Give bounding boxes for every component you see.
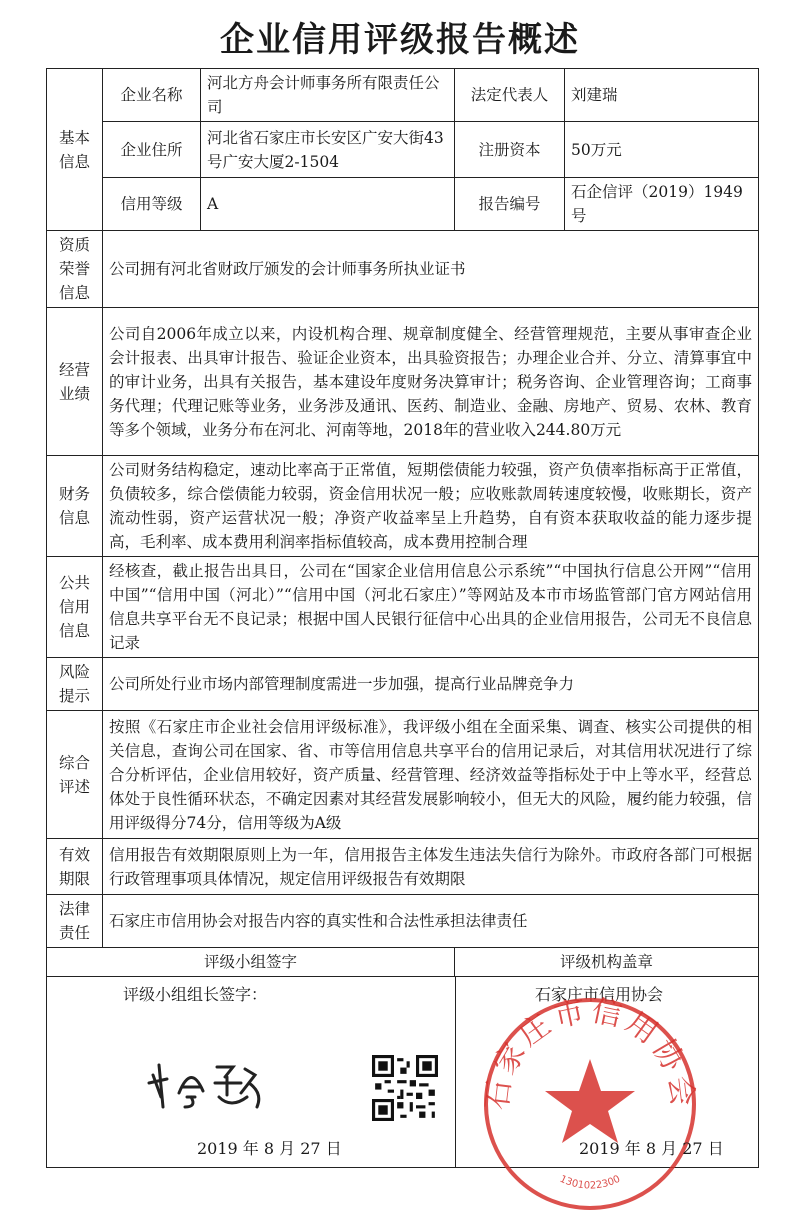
org-name: 石家庄市信用协会 — [535, 985, 664, 1004]
finance-label: 财务信息 — [47, 456, 103, 557]
signature-header-left: 评级小组签字 — [47, 948, 455, 977]
official-stamp — [477, 991, 703, 1217]
leader-signature-label: 评级小组组长签字： — [123, 985, 268, 1004]
qr-code-icon — [372, 1055, 438, 1121]
report-table — [46, 68, 759, 1192]
company-name-value: 河北方舟会计师事务所有限责任公司 — [201, 69, 455, 122]
legal-label: 法律责任 — [47, 895, 103, 948]
legal-rep-label: 法定代表人 — [455, 69, 565, 122]
qr-code — [372, 1055, 438, 1121]
qualification-label: 资质荣誉信息 — [47, 231, 103, 308]
signature-area — [47, 977, 759, 1192]
public-credit-label: 公共信用信息 — [47, 557, 103, 658]
qualification-text: 公司拥有河北省财政厅颁发的会计师事务所执业证书 — [103, 231, 759, 308]
credit-grade-value: A — [201, 178, 455, 231]
right-date: 2019 年 8 月 27 日 — [579, 1139, 724, 1158]
legal-rep-value: 刘建瑞 — [565, 69, 759, 122]
risk-text: 公司所处行业市场内部管理制度需进一步加强，提高行业品牌竞争力 — [103, 658, 759, 711]
stamp-text: 石家庄市信用协会 — [479, 993, 701, 1112]
finance-text: 公司财务结构稳定，速动比率高于正常值，短期偿债能力较强，资产负债率指标高于正常值，负债较多，综合偿债能力较弱，资金信用状况一般；应收账款周转速度较慢，收账期长，资产流动性弱，资产运营状况一般；净资产收益率呈上升趋势，自有资本获取收益的能力逐步提高，毛利率、成本费用利润率指标值较高，成本费用控制合理 — [103, 456, 759, 557]
risk-label: 风险提示 — [47, 658, 103, 711]
capital-value: 50万元 — [565, 122, 759, 178]
basic-info-label: 基本信息 — [47, 69, 103, 231]
signature-header-right: 评级机构盖章 — [455, 948, 759, 977]
legal-text: 石家庄市信用协会对报告内容的真实性和合法性承担法律责任 — [103, 895, 759, 948]
left-date: 2019 年 8 月 27 日 — [197, 1139, 342, 1158]
page-title: 企业信用评级报告概述 — [220, 20, 580, 60]
business-text: 公司自2006年成立以来，内设机构合理、规章制度健全、经营管理规范，主要从事审查企业会计报表、出具审计报告、验证企业资本，出具验资报告；办理企业合并、分立、清算事宜中的审计业务，出具有关报告，基本建设年度财务决算审计；税务咨询、企业管理咨询；工商事务代理；代理记账等业务，业务涉及通讯、医药、制造业、金融、房地产、贸易、农林、教育等多个领域，业务分布在河北、河南等地，2018年的营业收入244.80万元 — [103, 308, 759, 456]
stamp-star-icon — [545, 1059, 635, 1143]
public-credit-text: 经核查，截止报告出具日，公司在“国家企业信用信息公示系统”“中国执行信息公开网”“信用中国”“信用中国（河北）”“信用中国（河北石家庄）”等网站及本市市场监管部门官方网站信用信息共享平台无不良记录；根据中国人民银行征信中心出具的企业信用报告，公司无不良信息记录 — [103, 557, 759, 658]
stamp-code: 1301022300 — [557, 1173, 623, 1192]
company-name-label: 企业名称 — [103, 69, 201, 122]
report-no-value: 石企信评（2019）1949号 — [565, 178, 759, 231]
evaluation-label: 综合评述 — [47, 711, 103, 839]
handwritten-signature — [145, 1053, 275, 1113]
capital-label: 注册资本 — [455, 122, 565, 178]
address-label: 企业住所 — [103, 122, 201, 178]
validity-text: 信用报告有效期限原则上为一年，信用报告主体发生违法失信行为除外。市政府各部门可根据行政管理事项具体情况，规定信用评级报告有效期限 — [103, 839, 759, 895]
svg-text:1301022300 — [558, 1174, 622, 1192]
signature-divider — [455, 977, 456, 1167]
business-label: 经营业绩 — [47, 308, 103, 456]
evaluation-text: 按照《石家庄市企业社会信用评级标准》，我评级小组在全面采集、调查、核实公司提供的相关信息，查询公司在国家、省、市等信用信息共享平台的信用记录后，对其信用状况进行了综合分析评估，企业信用较好，资产质量、经营管理、经济效益等指标处于中上等水平，经营总体处于良性循环状态，不确定因素对其经营发展影响较小，但无大的风险，履约能力较强，信用评级得分74分，信用等级为A级 — [103, 711, 759, 839]
address-value: 河北省石家庄市长安区广安大街43号广安大厦2-1504 — [201, 122, 455, 178]
validity-label: 有效期限 — [47, 839, 103, 895]
report-no-label: 报告编号 — [455, 178, 565, 231]
credit-grade-label: 信用等级 — [103, 178, 201, 231]
